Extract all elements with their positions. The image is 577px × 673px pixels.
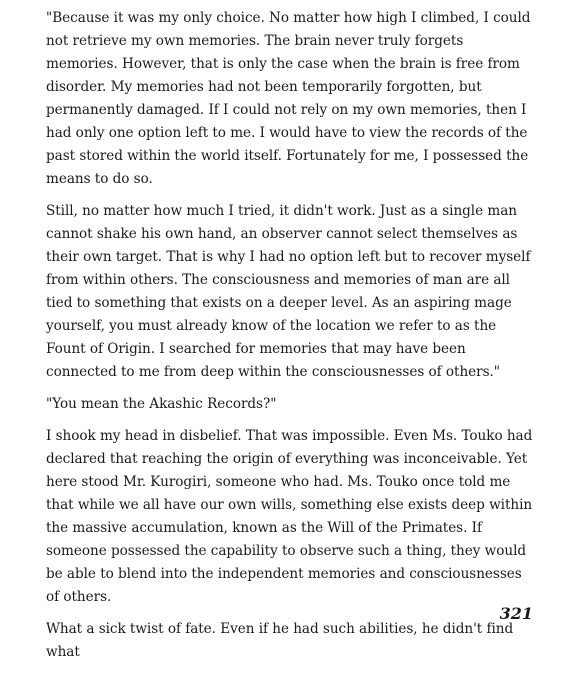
page-body <box>46 7 538 673</box>
paragraph-4: I shook my head in disbelief. That was impossible. Even Ms. Touko had declared that reaching the origin of everything was inconceivable. Yet here stood Mr. Kurogiri, someone who had. Ms. Touko once told me that while we all have our own wills, something else exists deep within the massive accumulation, known as the Will of the Primates. If someone possessed the capability to observe such a thing, they would be able to blend into the independent memories and consciousnesses of others. <box>46 428 533 605</box>
paragraph-3: "You mean the Akashic Records?" <box>46 396 277 412</box>
page-number: 321 <box>499 604 533 623</box>
paragraph-5: What a sick twist of fate. Even if he had such abilities, he didn't find what <box>46 621 514 660</box>
paragraph-2: Still, no matter how much I tried, it didn't work. Just as a single man cannot shake his own hand, an observer cannot select themselves as their own target. That is why I had no option left but to recover myself from within others. The consciousness and memories of man are all tied to something that exists on a deeper level. As an aspiring mage yourself, you must already know of the location we refer to as the Fount of Origin. I searched for memories that may have been connected to me from deep within the consciousnesses of others." <box>46 203 531 380</box>
paragraph-1: "Because it was my only choice. No matter how high I climbed, I could not retrieve my own memories. The brain never truly forgets memories. However, that is only the case when the brain is free from disorder. My memories had not been temporarily forgotten, but permanently damaged. If I could not rely on my own memories, then I had only one option left to me. I would have to view the records of the past stored within the world itself. Fortunately for me, I possessed the means to do so. <box>46 10 531 187</box>
